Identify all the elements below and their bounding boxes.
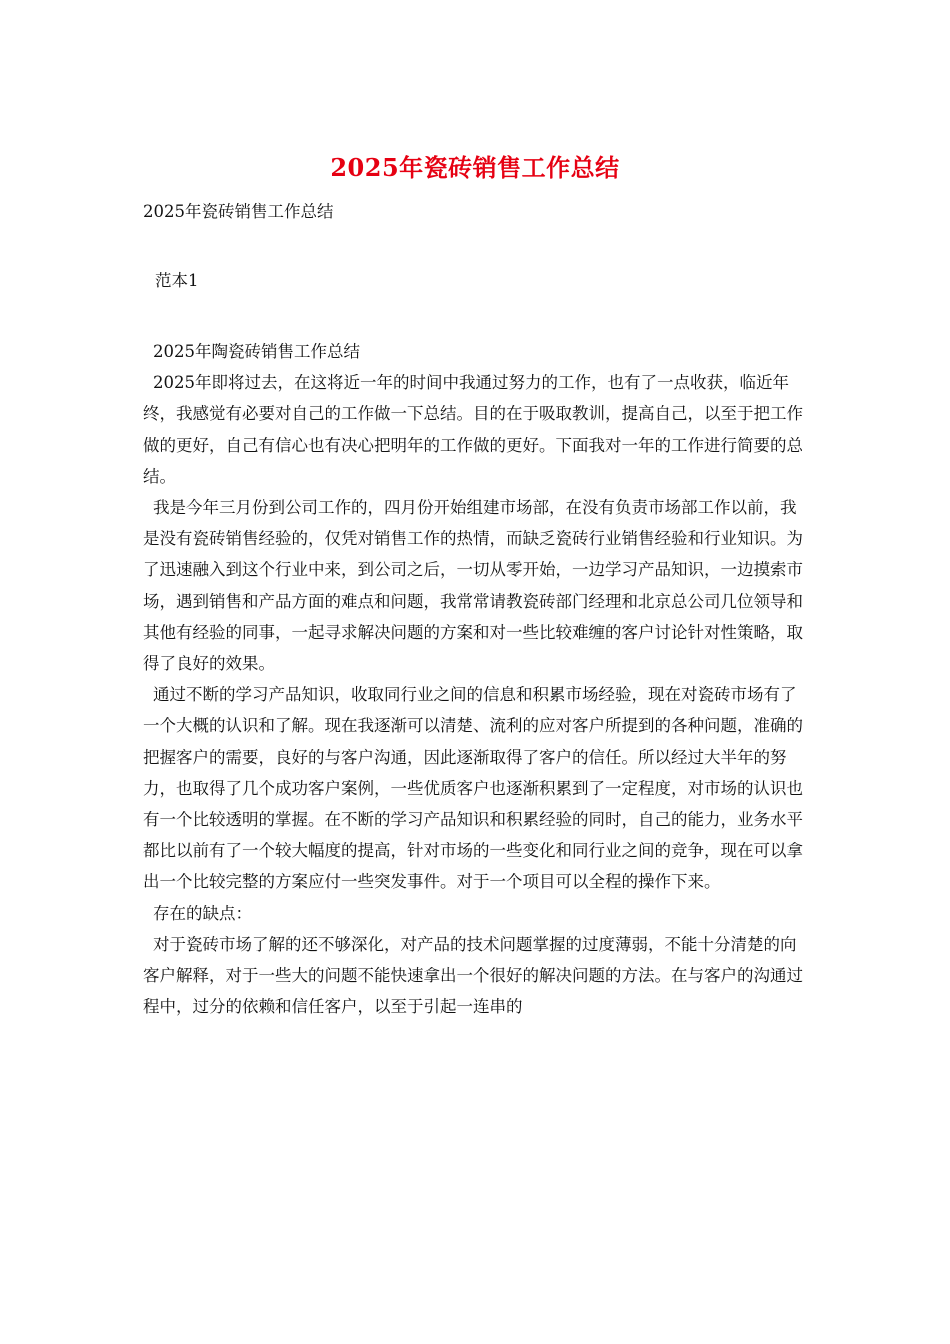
document-title: 2025年瓷砖销售工作总结 — [330, 153, 620, 182]
paragraph: 2025年即将过去，在这将近一年的时间中我通过努力的工作，也有了一点收获，临近年终，我感觉有必要对自己的工作做一下总结。目的在于吸取教训，提高自己，以至于把工作做的更好，自己有信心也有决心把明年的工作做的更好。下面我对一年的工作进行简要的总结。 — [143, 373, 803, 486]
paragraph: 通过不断的学习产品知识，收取同行业之间的信息和积累市场经验，现在对瓷砖市场有了一个大概的认识和了解。现在我逐渐可以清楚、流利的应对客户所提到的各种问题，准确的把握客户的需要，良好的与客户沟通，因此逐渐取得了客户的信任。所以经过大半年的努力，也取得了几个成功客户案例，一些优质客户也逐渐积累到了一定程度，对市场的认识也有一个比较透明的掌握。在不断的学习产品知识和积累经验的同时，自己的能力，业务水平都比以前有了一个较大幅度的提高，针对市场的一些变化和同行业之间的竞争，现在可以拿出一个比较完整的方案应付一些突发事件。对于一个项目可以全程的操作下来。 — [143, 685, 803, 892]
sample-label: 范本1 — [155, 271, 199, 290]
shortcomings-heading: 存在的缺点： — [153, 903, 252, 923]
paragraph: 我是今年三月份到公司工作的，四月份开始组建市场部，在没有负责市场部工作以前，我是没有瓷砖销售经验的，仅凭对销售工作的热情，而缺乏瓷砖行业销售经验和行业知识。为了迅速融入到这个行业中来，到公司之后，一切从零开始，一边学习产品知识，一边摸索市场，遇到销售和产品方面的难点和问题，我常常请教瓷砖部门经理和北京总公司几位领导和其他有经验的同事，一起寻求解决问题的方案和对一些比较难缠的客户讨论针对性策略，取得了良好的效果。 — [143, 498, 803, 674]
document-subtitle: 2025年瓷砖销售工作总结 — [143, 202, 334, 221]
section-heading: 2025年陶瓷砖销售工作总结 — [153, 342, 360, 361]
paragraph: 对于瓷砖市场了解的还不够深化，对产品的技术问题掌握的过度薄弱，不能十分清楚的向客户解释，对于一些大的问题不能快速拿出一个很好的解决问题的方法。在与客户的沟通过程中，过分的依赖和信任客户，以至于引起一连串的 — [143, 934, 803, 1017]
document-body — [143, 336, 808, 1022]
